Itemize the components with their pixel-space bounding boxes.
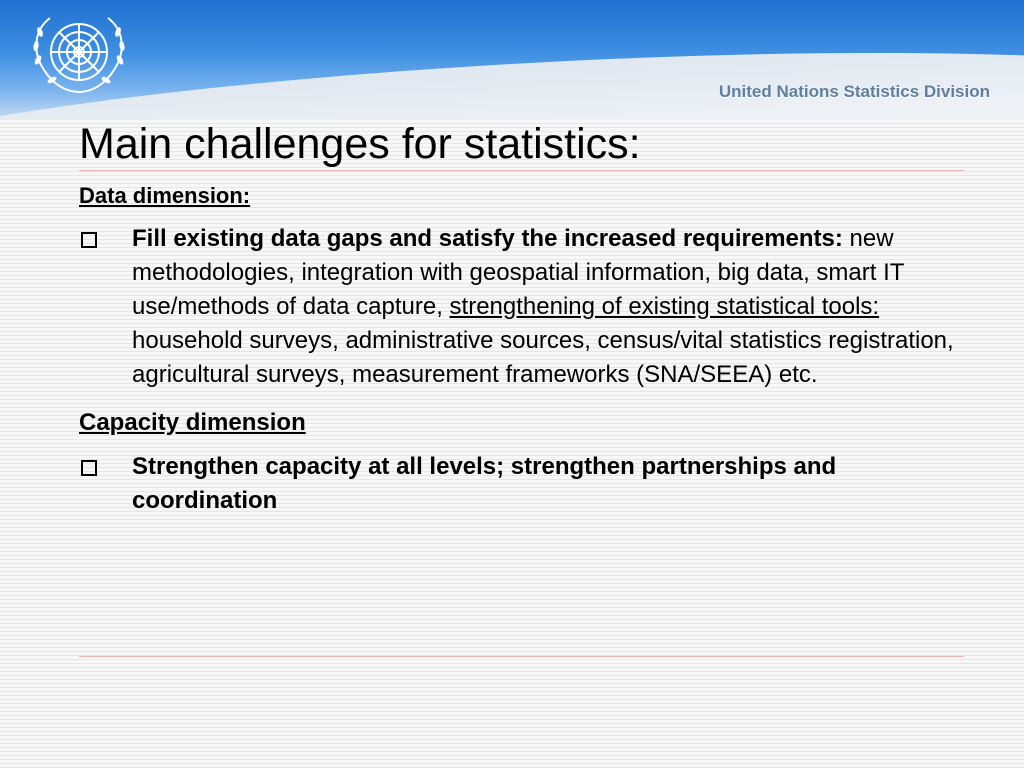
- title-divider: [79, 170, 964, 171]
- org-name: United Nations Statistics Division: [718, 82, 990, 101]
- bullet-text-continued: household surveys, administrative sources, census/vital statistics registration, agricultural surveys, measurement frameworks (SNA/SEEA) etc.: [132, 327, 954, 388]
- bullet-underlined-text: strengthening of existing statistical tools:: [449, 293, 880, 320]
- checkbox-square-icon: [81, 232, 97, 248]
- section-heading-capacity-dimension: Capacity dimension: [79, 409, 306, 436]
- bullet-text: new methodologies, integration with geospatial information, big data, smart IT use/methods of data capture,: [132, 225, 904, 320]
- bullet-capacity: [79, 450, 964, 518]
- checkbox-square-icon: [81, 460, 97, 476]
- header-wave: [0, 23, 1024, 120]
- slide-body: [79, 180, 964, 532]
- un-emblem-icon: [24, 8, 134, 104]
- bullet-data-gaps: [79, 222, 964, 392]
- slide-title: Main challenges for statistics:: [79, 120, 641, 168]
- section-heading-data-dimension: Data dimension:: [79, 183, 251, 208]
- slide-header: [0, 0, 1024, 120]
- footer-divider: [79, 656, 964, 657]
- bullet-bold-text: Strengthen capacity at all levels; strengthen partnerships and coordination: [132, 453, 837, 514]
- bullet-bold-text: Fill existing data gaps and satisfy the increased requirements:: [132, 225, 843, 252]
